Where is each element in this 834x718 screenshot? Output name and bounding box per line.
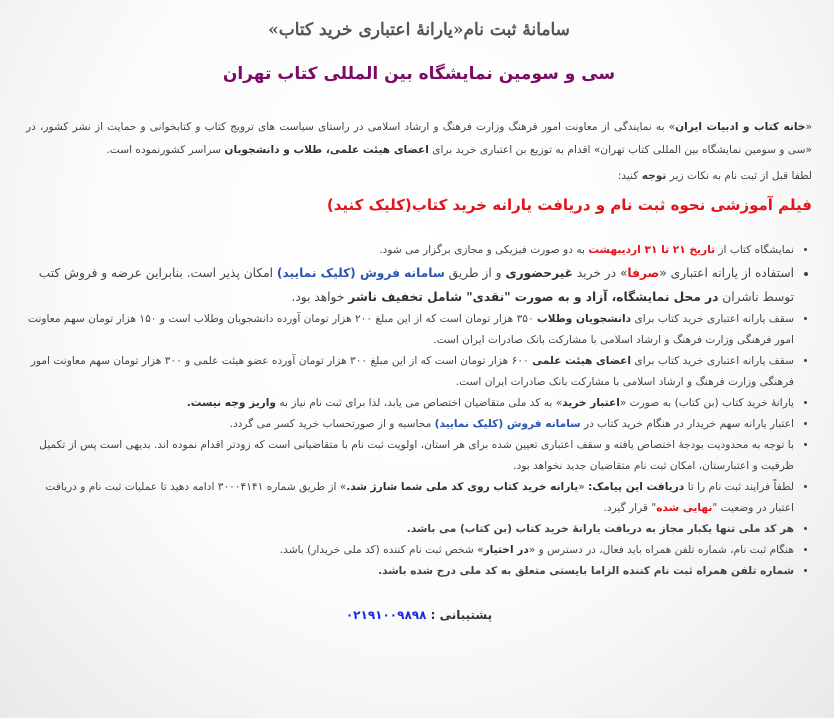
rule-text: استفاده از یارانه اعتباری « — [659, 266, 794, 280]
rule-item-sms — [26, 477, 794, 519]
sms-text: یارانه خرید کتاب روی کد ملی شما شارژ شد. — [346, 481, 579, 493]
rule-text: سقف یارانه اعتباری خرید کتاب برای — [631, 313, 794, 325]
rule-text: » در خرید — [572, 266, 628, 280]
rule-item-once: • هر کد ملی تنها یکبار مجاز به دریافت یارانهٔ خرید کتاب (بن کتاب) می باشد. — [26, 519, 794, 540]
rule-text: هنگام ثبت نام، شماره تلفن همراه باید فعال، در دسترس و « — [528, 544, 794, 556]
beneficiaries: اعضای هیئت علمی، طلاب و دانشجویان — [224, 144, 429, 156]
rule-text: ۶۰۰ هزار تومان است که از این مبلغ ۳۰۰ هزار تومان آورده عضو هیئت علمی و ۳۰۰ هزار تومان سهم معاونت امور فرهنگی وزارت فرهنگ و ارشاد اسلامی با مشارکت بانک صادرات ایران است. — [30, 355, 794, 388]
rule-item-faculty-cap — [26, 351, 794, 393]
rule-text: به دو صورت فیزیکی و مجازی برگزار می شود. — [379, 244, 589, 256]
intro-paragraph — [26, 116, 812, 162]
notice-text: لطفا قبل از ثبت نام به نکات زیر — [666, 170, 812, 182]
rule-text: سقف یارانه اعتباری خرید کتاب برای — [631, 355, 794, 367]
credit-emphasis: اعتبار خرید — [562, 397, 620, 409]
rule-item-credit — [26, 393, 794, 414]
receive-sms-emphasis: دریافت این پیامک: — [588, 481, 685, 493]
rule-text: ۳۵۰ هزار تومان است که از این مبلغ ۲۰۰ هزار تومان آورده دانشجویان وطلاب است و ۱۵۰ هزار تومان سهم معاونت امور فرهنگی وزارت فرهنگ و ارشاد اسلامی با مشارکت بانک صادرات ایران است. — [28, 313, 794, 346]
rule-text: خواهد بود. — [291, 290, 349, 304]
rule-item-usage — [26, 261, 794, 309]
exhibition-dates: تاریخ ۲۱ تا ۳۱ اردیبهشت — [588, 244, 716, 256]
system-title: سامانهٔ ثبت نام«یارانهٔ اعتباری خرید کتاب» — [268, 20, 570, 40]
rules-list — [26, 240, 812, 582]
tutorial-video-link[interactable]: فیلم آموزشی نحوه ثبت نام و دریافت یارانه خرید کتاب(کلیک کنید) — [326, 196, 812, 214]
rule-item-student-cap — [26, 309, 794, 351]
rule-text: « — [578, 481, 589, 493]
rule-text: " قرار گیرد. — [603, 502, 657, 514]
support-line — [26, 608, 812, 622]
rule-item-phone-owner: • شماره تلفن همراه ثبت نام کننده الزاما بایستی متعلق به کد ملی درج شده باشد. — [26, 561, 794, 582]
rule-text: » شخص ثبت نام کننده (کد ملی خریدار) باشد. — [279, 544, 484, 556]
sales-system-link-2[interactable]: سامانه فروش (کلیک نمایید) — [434, 418, 581, 430]
rule-text: محاسبه و از صورتحساب خرید کسر می گردد. — [229, 418, 435, 430]
notice-line — [26, 170, 812, 182]
rule-item-priority: • با توجه به محدودیت بودجهٔ اختصاص یافته و سقف اعتباری تعیین شده برای هر استان، اولویت ثبت نام با متقاضیانی است که زودتر اقدام نموده اند. بدیهی است پس از تکمیل ظرفیت و اعتبارستان، امکان ثبت نام متقاضیان جدید نخواهد بود. — [26, 435, 794, 477]
rule-text: » به کد ملی متقاضیان اختصاص می یابد، لذا برای ثبت نام نیاز به — [276, 397, 563, 409]
house-name: خانه کتاب و ادبیات ایران — [675, 121, 806, 133]
rule-text: لطفاً فرایند ثبت نام را تا — [684, 481, 794, 493]
intro-text: سراسر کشورنموده است. — [106, 144, 225, 156]
rule-text: یارانهٔ خرید کتاب (بن کتاب) به صورت « — [619, 397, 794, 409]
rule-text: امکان پذیر است. بنابراین عرضه و فروش کتب توسط ناشران — [38, 266, 794, 304]
rule-text: نمایشگاه کتاب از — [715, 244, 794, 256]
available-emphasis: در اختیار — [483, 544, 529, 556]
support-label: پشتیبانی : — [426, 608, 493, 622]
notice-text: کنید: — [617, 170, 642, 182]
rule-item-dates — [26, 240, 794, 261]
sarfa-emphasis: صرفا — [627, 266, 660, 280]
exhibition-title: سی و سومین نمایشگاه بین المللی کتاب تهران — [222, 64, 616, 84]
rule-text: و از طریق — [444, 266, 506, 280]
rule-item-deduction — [26, 414, 794, 435]
faculty-emphasis: اعضای هیئت علمی — [532, 355, 632, 367]
notice-emphasis: توجه — [641, 170, 667, 182]
sales-system-link[interactable]: سامانه فروش (کلیک نمایید) — [276, 266, 445, 280]
students-emphasis: دانشجویان وطلاب — [537, 313, 632, 325]
rule-item-phone-active — [26, 540, 794, 561]
intro-text: » به نمایندگی از معاونت امور فرهنگ وزارت فرهنگ و ارشاد اسلامی در راستای سیاست های ترویج کتاب و کتابخوانی و حمایت از نشر کشور، در «سی و سومین نمایشگاه بین المللی کتاب تهران» اقدام به توزیع بن اعتباری خرید برای — [26, 121, 812, 156]
final-status: نهایی شده — [656, 502, 713, 514]
rule-text: اعتبار یارانه سهم خریدار در هنگام خرید کتاب در — [580, 418, 794, 430]
online-emphasis: غیرحضوری — [505, 266, 573, 280]
rule-text: » از طریق شماره ۳۰۰۰۴۱۴۱ ادامه دهید تا عملیات ثبت نام و دریافت اعتبار در وضعیت " — [45, 481, 794, 514]
support-phone[interactable]: ۰۲۱۹۱۰۰۹۸۹۸ — [345, 608, 427, 622]
no-deposit-emphasis: واریز وجه نیست. — [186, 397, 276, 409]
in-place-emphasis: در محل نمایشگاه، آزاد و به صورت "نقدی" شامل تخفیف ناشر — [348, 290, 719, 304]
intro-text: « — [805, 121, 813, 133]
